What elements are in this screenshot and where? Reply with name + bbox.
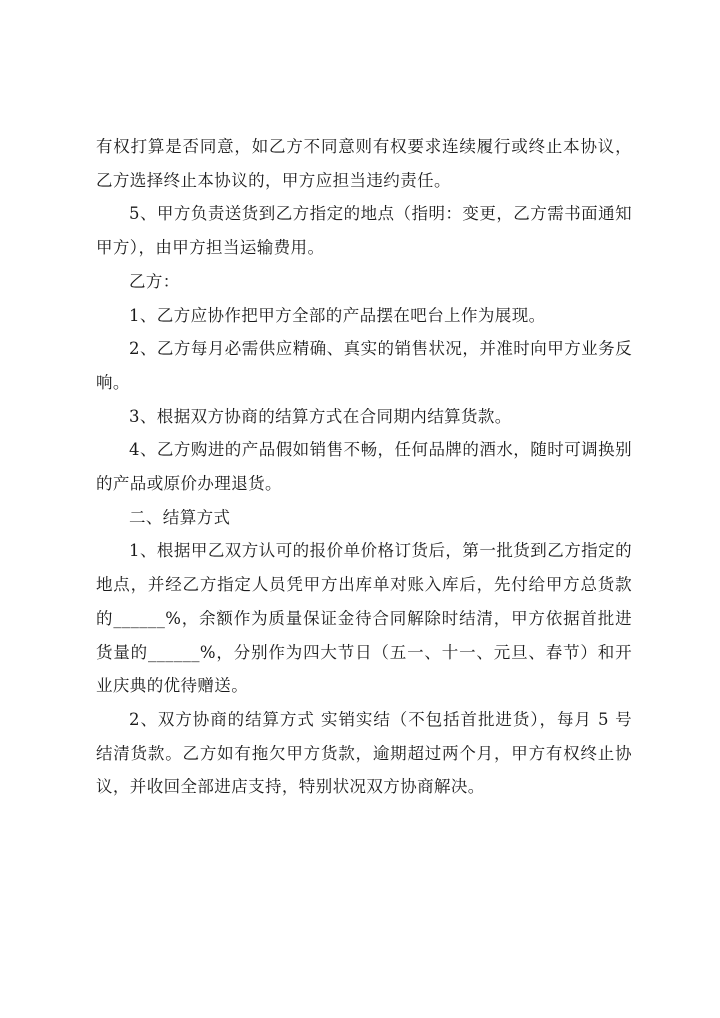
paragraph-party-b-item-2: 2、乙方每月必需供应精确、真实的销售状况，并准时向甲方业务反响。: [96, 339, 632, 392]
paragraph-party-b-item-3: 3、根据双方协商的结算方式在合同期内结算货款。: [129, 406, 512, 426]
paragraph-party-b-item-1: 1、乙方应协作把甲方全部的产品摆在吧台上作为展现。: [129, 305, 546, 325]
paragraph-continuation: 有权打算是否同意，如乙方不同意则有权要求连续履行或终止本协议，乙方选择终止本协议的，甲方应担当违约责任。: [96, 137, 632, 190]
paragraph-settlement-item-1: 1、根据甲乙双方认可的报价单价格订货后，第一批货到乙方指定的地点，并经乙方指定人员凭甲方出库单对账入库后，先付给甲方总货款的______%，余额作为质量保证金待合同解除时结清，甲方依据首批进货量的______%，分别作为四大节日（五一、十一、元旦、春节）和开业庆典的优待赠送。: [96, 541, 632, 696]
paragraph-item-5: 5、甲方负责送货到乙方指定的地点（指明：变更，乙方需书面通知甲方），由甲方担当运输费用。: [96, 204, 632, 258]
section-heading-settlement: 二、结算方式: [129, 507, 231, 527]
paragraph-party-b-item-4: 4、乙方购进的产品假如销售不畅，任何品牌的酒水，随时可调换别的产品或原价办理退货。: [96, 440, 632, 494]
paragraph-settlement-item-2: 2、双方协商的结算方式 实销实结（不包括首批进货），每月 5 号结清货款。乙方如有拖欠甲方货款，逾期超过两个月，甲方有权终止协议，并收回全部进店支持，特别状况双方协商解决。: [96, 709, 632, 797]
document-body: [96, 130, 632, 804]
paragraph-party-b-heading: 乙方：: [129, 271, 180, 291]
